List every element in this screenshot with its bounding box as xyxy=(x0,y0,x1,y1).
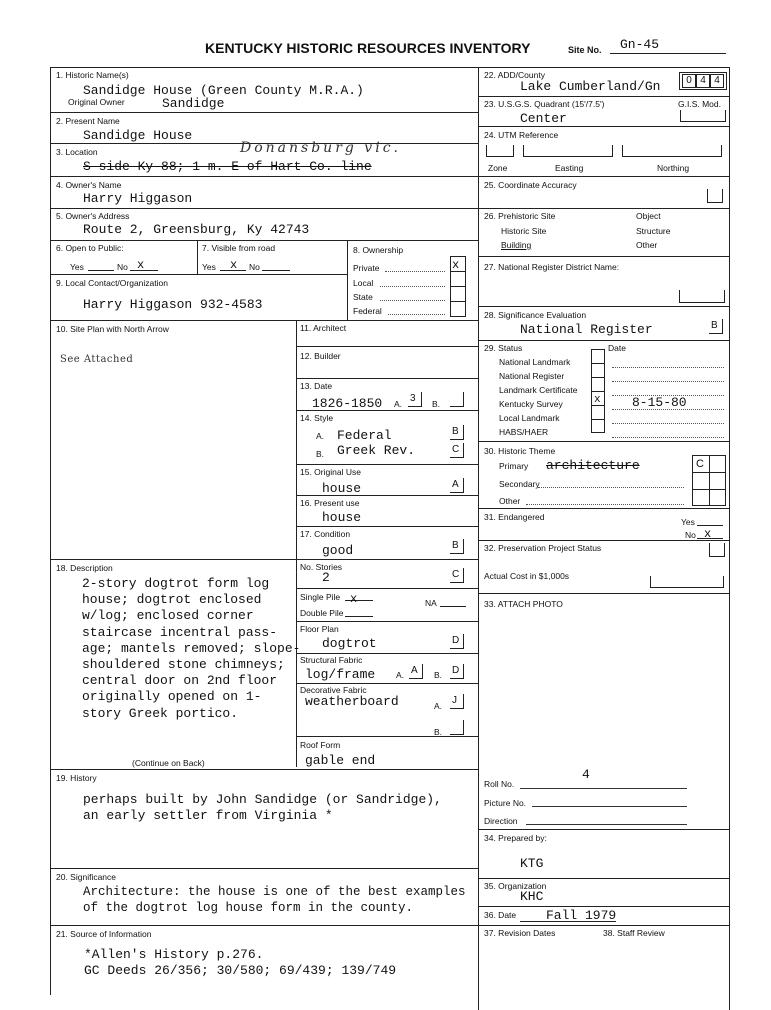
coordinate-accuracy-label: 25. Coordinate Accuracy xyxy=(484,180,577,190)
present-name-value[interactable]: Sandidge House xyxy=(83,128,193,143)
endangered-no-mark[interactable]: x xyxy=(704,527,712,541)
picture-no-label: Picture No. xyxy=(484,798,527,808)
ownership-label: 8. Ownership xyxy=(353,245,404,255)
status-survey-mark[interactable]: x xyxy=(594,394,601,406)
visible-no-label: No xyxy=(249,262,260,272)
description-line: central door on 2nd floor xyxy=(82,673,278,689)
floor-plan-label: Floor Plan xyxy=(300,624,339,634)
attach-photo-label: 33. ATTACH PHOTO xyxy=(484,599,563,609)
significance-line: of the dogtrot log house form in the county. xyxy=(83,901,414,915)
style-a-code[interactable]: B xyxy=(450,425,464,440)
county-code-digit[interactable]: 0 xyxy=(682,74,696,88)
condition-code[interactable]: B xyxy=(450,539,464,554)
original-owner-value[interactable]: Sandidge xyxy=(162,96,225,111)
location-value[interactable]: S side Ky 88; 1 m. E of Hart Co. line xyxy=(83,159,372,174)
ownership-local: Local xyxy=(353,278,374,288)
owner-name-label: 4. Owner's Name xyxy=(56,180,122,190)
double-pile-label: Double Pile xyxy=(300,608,344,618)
description-line: staircase incentral pass- xyxy=(82,624,278,640)
roll-no-value[interactable]: 4 xyxy=(582,767,590,782)
site-no-value[interactable]: Gn-45 xyxy=(620,37,660,52)
decorative-fabric-label: Decorative Fabric xyxy=(300,685,367,695)
location-handwritten: Donansburg vic. xyxy=(240,140,401,156)
single-pile-mark[interactable]: x xyxy=(350,592,358,606)
significance-eval-value[interactable]: National Register xyxy=(520,322,653,337)
visible-yes-label: Yes xyxy=(202,262,216,272)
decorative-b-code[interactable] xyxy=(450,720,464,735)
form-date-value[interactable]: Fall 1979 xyxy=(546,908,617,923)
location-label: 3. Location xyxy=(56,147,98,157)
theme-primary-value[interactable]: architecture xyxy=(546,458,640,473)
owner-address-label: 5. Owner's Address xyxy=(56,211,130,221)
status-local-landmark: Local Landmark xyxy=(499,413,560,423)
theme-primary-label: Primary xyxy=(499,461,529,471)
site-plan-value: See Attached xyxy=(60,354,134,365)
prepared-by-value[interactable]: KTG xyxy=(520,856,544,871)
date-b-code[interactable] xyxy=(450,392,464,407)
present-use-label: 16. Present use xyxy=(300,498,360,508)
condition-label: 17. Condition xyxy=(300,529,351,539)
open-no-mark[interactable]: x xyxy=(137,258,145,272)
style-a-label: A. xyxy=(316,431,325,441)
staff-review-label: 38. Staff Review xyxy=(603,928,665,938)
building-label: Building xyxy=(501,240,532,250)
historic-name-value[interactable]: Sandidge House (Green County M.R.A.) xyxy=(83,83,364,98)
date-b-label: B. xyxy=(432,399,441,409)
open-yes-label: Yes xyxy=(70,262,84,272)
source-line: GC Deeds 26/356; 30/580; 69/439; 139/749 xyxy=(84,963,397,978)
status-habs-haer: HABS/HAER xyxy=(499,427,549,437)
open-to-public-label: 6. Open to Public: xyxy=(56,243,124,253)
actual-cost-label: Actual Cost in $1,000s xyxy=(484,571,570,581)
style-a-value[interactable]: Federal xyxy=(337,428,392,443)
structural-b-label: B. xyxy=(434,670,443,680)
add-county-label: 22. ADD/County xyxy=(484,70,545,80)
structural-a-code[interactable]: A xyxy=(409,664,423,679)
theme-primary-code[interactable]: C xyxy=(696,458,704,470)
organization-label: 35. Organization xyxy=(484,881,547,891)
prehistoric-site-label: 26. Prehistoric Site xyxy=(484,211,556,221)
significance-eval-label: 28. Significance Evaluation xyxy=(484,310,587,320)
form-date-label: 36. Date xyxy=(484,910,517,920)
description-line: age; mantels removed; slope- xyxy=(82,640,301,656)
date-label: 13. Date xyxy=(300,381,333,391)
description-line: house; dogtrot enclosed xyxy=(82,592,262,608)
status-national-register: National Register xyxy=(499,371,565,381)
quadrant-label: 23. U.S.G.S. Quadrant (15'/7.5') xyxy=(484,99,605,109)
ownership-federal: Federal xyxy=(353,306,382,316)
structural-fabric-value[interactable]: log/frame xyxy=(305,667,376,682)
district-name-label: 27. National Register District Name: xyxy=(484,262,620,272)
description-line: story Greek portico. xyxy=(82,705,239,721)
description-line: w/log; enclosed corner xyxy=(82,608,254,624)
description-label: 18. Description xyxy=(56,563,113,573)
preservation-status-label: 32. Preservation Project Status xyxy=(484,543,602,553)
stories-value[interactable]: 2 xyxy=(322,570,330,585)
site-no-label: Site No. xyxy=(568,45,602,55)
utm-label: 24. UTM Reference xyxy=(484,130,559,140)
ownership-private: Private xyxy=(353,263,380,273)
present-name-label: 2. Present Name xyxy=(56,116,120,126)
original-use-code[interactable]: A xyxy=(450,478,464,493)
local-contact-label: 9. Local Contact/Organization xyxy=(56,278,168,288)
stories-label: No. Stories xyxy=(300,562,343,572)
decorative-a-label: A. xyxy=(434,701,443,711)
status-survey-date[interactable]: 8-15-80 xyxy=(632,395,687,410)
structural-a-label: A. xyxy=(396,670,405,680)
floor-plan-code[interactable]: D xyxy=(450,634,464,649)
other-label: Other xyxy=(636,240,658,250)
organization-value[interactable]: KHC xyxy=(520,889,544,904)
status-kentucky-survey: Kentucky Survey xyxy=(499,399,563,409)
utm-zone-label: Zone xyxy=(488,163,508,173)
local-contact-value[interactable]: Harry Higgason 932-4583 xyxy=(83,297,263,312)
status-national-landmark: National Landmark xyxy=(499,357,571,367)
present-use-value[interactable]: house xyxy=(322,510,362,525)
theme-secondary-label: Secondary xyxy=(499,479,540,489)
utm-northing-label: Northing xyxy=(657,163,690,173)
endangered-no-label: No xyxy=(685,530,696,540)
architect-label: 11. Architect xyxy=(300,323,347,333)
add-county-value[interactable]: Lake Cumberland/Gn xyxy=(520,79,661,94)
style-label: 14. Style xyxy=(300,413,334,423)
roof-form-label: Roof Form xyxy=(300,740,341,750)
form-title: KENTUCKY HISTORIC RESOURCES INVENTORY xyxy=(205,40,531,56)
owner-name-value[interactable]: Harry Higgason xyxy=(83,191,193,206)
structural-b-code[interactable]: D xyxy=(450,664,464,679)
status-label: 29. Status xyxy=(484,343,523,353)
history-label: 19. History xyxy=(56,773,97,783)
theme-other-label: Other xyxy=(499,496,521,506)
na-label: NA xyxy=(425,598,437,608)
date-a-code[interactable]: 3 xyxy=(408,392,422,407)
history-line: perhaps built by John Sandidge (or Sandridge), xyxy=(83,792,442,807)
original-owner-label: Original Owner xyxy=(68,97,125,107)
direction-label: Direction xyxy=(484,816,518,826)
decorative-fabric-value[interactable]: weatherboard xyxy=(305,694,399,709)
open-no-label: No xyxy=(117,262,128,272)
stories-code[interactable]: C xyxy=(450,568,464,583)
decorative-a-code[interactable]: J xyxy=(450,694,464,709)
historic-name-label: 1. Historic Name(s) xyxy=(56,70,129,80)
ownership-state: State xyxy=(353,292,373,302)
visible-road-label: 7. Visible from road xyxy=(202,243,276,253)
significance-eval-code[interactable]: B xyxy=(709,319,723,334)
historic-theme-label: 30. Historic Theme xyxy=(484,446,556,456)
date-a-label: A. xyxy=(394,399,403,409)
structural-fabric-label: Structural Fabric xyxy=(300,655,363,665)
original-use-label: 15. Original Use xyxy=(300,467,361,477)
county-code-digit[interactable]: 4 xyxy=(696,74,710,88)
status-date-label: Date xyxy=(608,343,626,353)
quadrant-value[interactable]: Center xyxy=(520,111,567,126)
history-line: an early settler from Virginia * xyxy=(83,808,333,823)
endangered-yes-label: Yes xyxy=(681,517,695,527)
description-text[interactable] xyxy=(82,576,300,722)
ownership-private-mark[interactable]: x xyxy=(452,258,460,272)
style-b-value[interactable]: Greek Rev. xyxy=(337,443,416,458)
utm-easting-label: Easting xyxy=(555,163,584,173)
builder-label: 12. Builder xyxy=(300,351,341,361)
significance-line: Architecture: the house is one of the best examples xyxy=(83,885,466,899)
source-label: 21. Source of Information xyxy=(56,929,152,939)
roof-form-value[interactable]: gable end xyxy=(305,753,376,768)
description-line: 2-story dogtrot form log xyxy=(82,576,270,591)
floor-plan-value[interactable]: dogtrot xyxy=(322,636,377,651)
prepared-by-label: 34. Prepared by: xyxy=(484,833,547,843)
county-code-digit[interactable]: 4 xyxy=(710,74,724,88)
significance-label: 20. Significance xyxy=(56,872,117,882)
roll-no-label: Roll No. xyxy=(484,779,515,789)
single-pile-label: Single Pile xyxy=(300,592,341,602)
original-use-value[interactable]: house xyxy=(322,481,362,496)
continue-on-back: (Continue on Back) xyxy=(132,758,205,768)
historic-site-label: Historic Site xyxy=(501,226,547,236)
site-plan-label: 10. Site Plan with North Arrow xyxy=(56,324,169,334)
endangered-label: 31. Endangered xyxy=(484,512,545,522)
description-line: originally opened on 1- xyxy=(82,689,262,705)
structure-label: Structure xyxy=(636,226,671,236)
condition-value[interactable]: good xyxy=(322,543,354,558)
gis-mod-label: G.I.S. Mod. xyxy=(678,99,721,109)
date-value[interactable]: 1826-1850 xyxy=(312,396,383,411)
revision-dates-label: 37. Revision Dates xyxy=(484,928,556,938)
visible-yes-mark[interactable]: x xyxy=(230,258,238,272)
status-landmark-certificate: Landmark Certificate xyxy=(499,385,578,395)
object-label: Object xyxy=(636,211,661,221)
decorative-b-label: B. xyxy=(434,727,443,737)
owner-address-value[interactable]: Route 2, Greensburg, Ky 42743 xyxy=(83,222,310,237)
style-b-label: B. xyxy=(316,449,325,459)
description-line: shouldered stone chimneys; xyxy=(82,657,285,673)
style-b-code[interactable]: C xyxy=(450,443,464,458)
source-line: *Allen's History p.276. xyxy=(84,947,264,962)
